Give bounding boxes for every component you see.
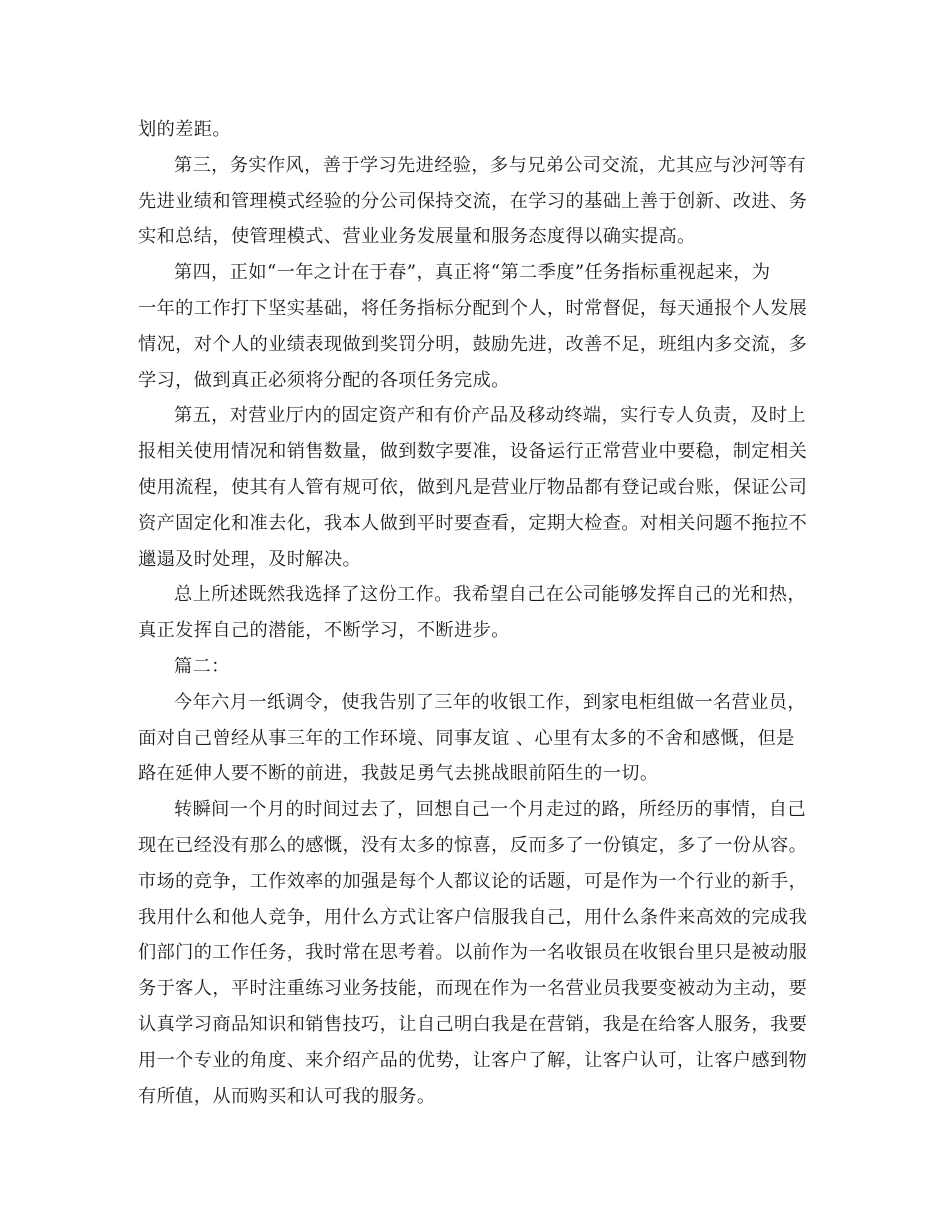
text-line: 邋遢及时处理，及时解决。 bbox=[138, 548, 362, 570]
document-body bbox=[138, 112, 814, 1114]
text-line: 报相关使用情况和销售数量，做到数字要准，设备运行正常营业中要稳，制定相关 bbox=[138, 441, 808, 463]
text-line: 用一个专业的角度、来介绍产品的优势，让客户了解，让客户认可，让客户感到物 bbox=[138, 1049, 808, 1071]
text-line: 第四，正如“一年之计在于春”，真正将“第二季度”任务指标重视起来，为 bbox=[174, 262, 771, 284]
text-line: 面对自己曾经从事三年的工作环境、同事友谊 、心里有太多的不舍和感慨，但是 bbox=[138, 727, 795, 749]
text-line: 务于客人，平时注重练习业务技能，而现在作为一名营业员我要变被动为主动，要 bbox=[138, 978, 808, 1000]
text-line: 今年六月一纸调令，使我告别了三年的收银工作，到家电柜组做一名营业员， bbox=[174, 691, 806, 713]
text-line: 学习，做到真正必须将分配的各项任务完成。 bbox=[138, 369, 510, 391]
text-line: 第五，对营业厅内的固定资产和有价产品及移动终端，实行专人负责，及时上 bbox=[174, 405, 806, 427]
text-line: 市场的竞争，工作效率的加强是每个人都议论的话题，可是作为一个行业的新手， bbox=[138, 870, 808, 892]
text-line: 第三，务实作风，善于学习先进经验，多与兄弟公司交流，尤其应与沙河等有 bbox=[174, 154, 806, 176]
text-line: 总上所述既然我选择了这份工作。我希望自己在公司能够发挥自己的光和热， bbox=[174, 584, 806, 606]
text-line: 真正发挥自己的潜能，不断学习，不断进步。 bbox=[138, 620, 510, 642]
text-line: 资产固定化和准去化，我本人做到平时要查看，定期大检查。对相关问题不拖拉不 bbox=[138, 512, 808, 534]
text-line: 实和总结，使管理模式、营业业务发展量和服务态度得以确实提高。 bbox=[138, 226, 696, 248]
text-line: 先进业绩和管理模式经验的分公司保持交流，在学习的基础上善于创新、改进、务 bbox=[138, 190, 808, 212]
text-line: 划的差距。 bbox=[138, 119, 231, 140]
text-line: 我用什么和他人竞争，用什么方式让客户信服我自己，用什么条件来高效的完成我 bbox=[138, 906, 808, 928]
text-line: 篇二： bbox=[174, 655, 230, 677]
text-line: 情况，对个人的业绩表现做到奖罚分明，鼓励先进，改善不足，班组内多交流，多 bbox=[138, 333, 808, 355]
text-line: 路在延伸人要不断的前进，我鼓足勇气去挑战眼前陌生的一切。 bbox=[138, 763, 659, 785]
text-line: 使用流程，使其有人管有规可依，做到凡是营业厅物品都有登记或台账，保证公司 bbox=[138, 476, 808, 498]
text-line: 一年的工作打下坚实基础，将任务指标分配到个人，时常督促，每天通报个人发展 bbox=[138, 297, 808, 319]
text-line: 认真学习商品知识和销售技巧，让自己明白我是在营销，我是在给客人服务，我要 bbox=[138, 1013, 808, 1035]
text-line: 有所值，从而购买和认可我的服务。 bbox=[138, 1085, 436, 1107]
text-line: 转瞬间一个月的时间过去了，回想自己一个月走过的路，所经历的事情，自己 bbox=[174, 799, 806, 821]
text-line: 们部门的工作任务，我时常在思考着。以前作为一名收银员在收银台里只是被动服 bbox=[138, 942, 808, 964]
text-line: 现在已经没有那么的感慨，没有太多的惊喜，反而多了一份镇定，多了一份从容。 bbox=[138, 834, 808, 856]
